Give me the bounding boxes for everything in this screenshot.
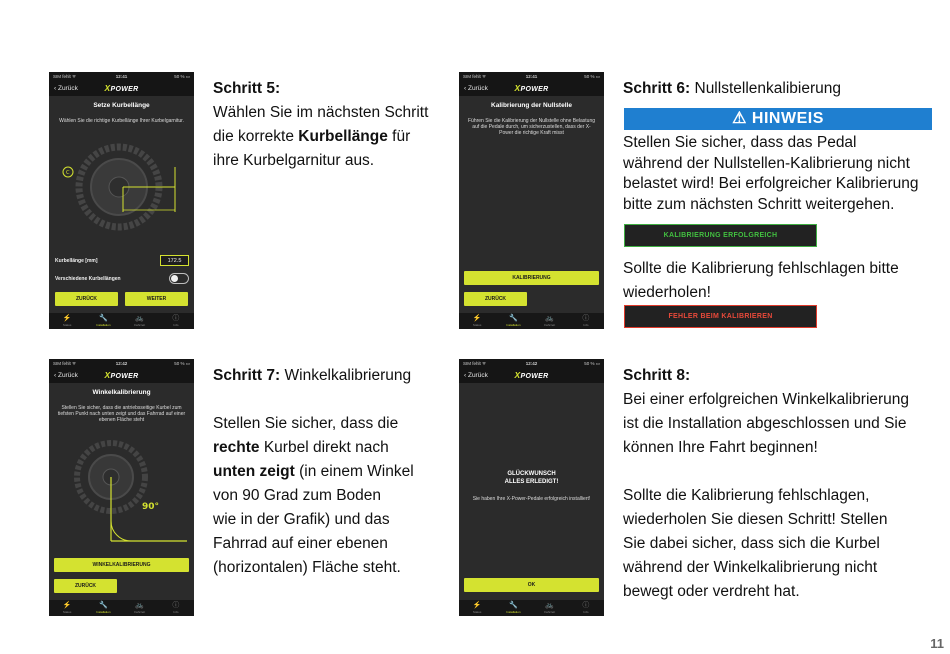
step7-heading: Schritt 7: — [213, 367, 281, 384]
battery-indicator: 50 % ▭ — [174, 74, 190, 79]
battery-indicator: 50 % ▭ — [174, 361, 190, 366]
status-bar — [459, 359, 604, 368]
tab-ride[interactable]: 🚲 Fahrzeit — [532, 600, 568, 616]
phone-screen-step6 — [459, 72, 604, 329]
screen-instructions: Führen Sie die Kalibrierung der Nullstelle ohne Belastung auf die Pedale durch, um sicherzustellen, dass der X-Power die richtige Kraft misst — [467, 118, 596, 136]
tab-installation[interactable]: 🔧 Installation — [495, 600, 531, 616]
wrench-icon: 🔧 — [99, 602, 108, 609]
battery-indicator: 50 % ▭ — [584, 361, 600, 366]
tab-installation[interactable]: 🔧 Installation — [495, 313, 531, 329]
tab-installation[interactable]: 🔧 Installation — [85, 313, 121, 329]
bolt-icon: ⚡ — [472, 315, 482, 322]
xpower-logo: XPOWER — [104, 83, 139, 93]
tab-installation[interactable]: 🔧 Installation — [85, 600, 121, 616]
status-bar — [459, 72, 604, 81]
tab-status[interactable]: ⚡ Status — [49, 600, 85, 616]
step8-heading: Schritt 8: — [623, 367, 691, 384]
crank-angle-graphic — [49, 437, 194, 547]
step7-description: Schritt 7: Winkelkalibrierung Stellen Sie sicher, dass die rechte Kurbel direkt nach unten zeigt (in einem Winkel von 90 Grad zum Boden wie in der Grafik) und das Fahrrad auf einer ebenen (horizontalen) Fläche steht. — [213, 367, 414, 576]
different-lengths-label: Verschiedene Kurbellängen — [55, 276, 121, 282]
tab-bar — [459, 600, 604, 616]
status-bar — [49, 72, 194, 81]
step6-heading: Schritt 6: — [623, 80, 691, 97]
info-icon: ⓘ — [172, 602, 180, 609]
angle-calibration-button[interactable]: WINKELKALIBRIERUNG — [54, 558, 189, 572]
calibration-success-badge: KALIBRIERUNG ERFOLGREICH — [624, 224, 817, 247]
step5-line: Wählen Sie im nächsten Schritt — [213, 104, 429, 121]
bolt-icon: ⚡ — [62, 315, 72, 322]
clock: 12:42 — [115, 361, 128, 366]
tab-bar — [459, 313, 604, 329]
wrench-icon: 🔧 — [99, 315, 108, 322]
tab-info[interactable]: ⓘ Info — [158, 600, 194, 616]
clock: 12:41 — [525, 74, 538, 79]
screen-instructions: Wählen Sie die richtige Kurbellänge Ihrer Kurbelgarnitur. — [59, 118, 184, 124]
info-icon: ⓘ — [172, 315, 180, 322]
step6-description: Stellen Sie sicher, dass das Pedal während der Nullstellen-Kalibrierung nicht belastet wird! Bei erfolgreicher Kalibrierung bitte zum nächsten Schritt weitergehen. — [623, 134, 919, 213]
page-number: 11 — [930, 636, 944, 651]
clock: 12:42 — [525, 361, 538, 366]
step5-description — [213, 77, 428, 173]
xpower-logo: XPOWER — [514, 370, 549, 380]
step6-retry-note: Sollte die Kalibrierung fehlschlagen bitte wiederholen! — [623, 260, 899, 301]
step5-heading: Schritt 5: — [213, 80, 281, 97]
bicycle-icon: 🚲 — [545, 602, 554, 609]
notice-banner: ⚠ HINWEIS — [624, 108, 932, 130]
back-button-green[interactable]: ZURÜCK — [54, 579, 117, 593]
phone-screen-step7 — [49, 359, 194, 616]
tab-info[interactable]: ⓘ Info — [568, 313, 604, 329]
info-icon: ⓘ — [582, 602, 590, 609]
ok-button[interactable]: OK — [464, 578, 599, 592]
screen-instructions: Stellen Sie sicher, dass die antriebsseitige Kurbel zum tiefsten Punkt nach unten zeigt und das Fahrrad auf einer ebenen Fläche steht — [57, 405, 186, 423]
calibration-button[interactable]: KALIBRIERUNG — [464, 271, 599, 285]
bolt-icon: ⚡ — [472, 602, 482, 609]
bicycle-icon: 🚲 — [135, 602, 144, 609]
phone-screen-step8 — [459, 359, 604, 616]
tab-status[interactable]: ⚡ Status — [459, 600, 495, 616]
back-button[interactable]: ‹ Zurück — [464, 85, 488, 92]
tab-info[interactable]: ⓘ Info — [568, 600, 604, 616]
step6-heading-block: Schritt 6: Nullstellenkalibierung — [623, 80, 841, 97]
back-button[interactable]: ‹ Zurück — [464, 372, 488, 379]
success-message: Sie haben Ihre X-Power-Pedale erfolgreich installiert! — [472, 496, 591, 502]
screen-title: Winkelkalibrierung — [92, 389, 151, 396]
tab-bar — [49, 600, 194, 616]
tab-ride[interactable]: 🚲 Fahrzeit — [122, 600, 158, 616]
carrier-label: SIM fehlt ᯤ — [53, 74, 77, 79]
status-bar — [49, 359, 194, 368]
screen-title: Kalibrierung der Nullstelle — [491, 102, 572, 109]
screen-title: Setze Kurbellänge — [93, 102, 150, 109]
next-button[interactable]: WEITER — [125, 292, 188, 306]
back-button[interactable]: ‹ Zurück — [54, 85, 78, 92]
wrench-icon: 🔧 — [509, 315, 518, 322]
bicycle-icon: 🚲 — [135, 315, 144, 322]
battery-indicator: 50 % ▭ — [584, 74, 600, 79]
step8-description: Schritt 8: Bei einer erfolgreichen Winkelkalibrierung ist die Installation abgeschlossen und Sie können Ihre Fahrt beginnen! Sollte die Kalibrierung fehlschlagen, wiederholen Sie diesen Schritt! Stellen Sie dabei sicher, dass sich die Kurbel während der Winkelkalibrierung nicht bewegt oder verdreht hat. — [623, 367, 910, 600]
clock: 12:41 — [115, 74, 128, 79]
success-title-line1: GLÜCKWUNSCH — [507, 471, 556, 477]
bolt-icon: ⚡ — [62, 602, 72, 609]
phone-screen-step5 — [49, 72, 194, 329]
crank-length-input[interactable]: 172.5 — [160, 255, 189, 266]
xpower-logo: XPOWER — [514, 83, 549, 93]
carrier-label: SIM fehlt ᯤ — [53, 361, 77, 366]
carrier-label: SIM fehlt ᯤ — [463, 361, 487, 366]
nav-bar — [459, 368, 604, 383]
tab-status[interactable]: ⚡ Status — [49, 313, 85, 329]
nav-bar — [459, 81, 604, 96]
step5-line: die korrekte Kurbellänge für — [213, 128, 411, 145]
tab-bar — [49, 313, 194, 329]
success-title-line2: ALLES ERLEDIGT! — [504, 479, 559, 485]
wrench-icon: 🔧 — [509, 602, 518, 609]
step5-line: ihre Kurbelgarnitur aus. — [213, 152, 375, 169]
info-icon: ⓘ — [582, 315, 590, 322]
tab-ride[interactable]: 🚲 Fahrzeit — [122, 313, 158, 329]
angle-label: 90° — [142, 502, 160, 512]
different-lengths-toggle[interactable] — [169, 273, 189, 284]
crankset-graphic — [57, 132, 187, 242]
calibration-error-badge: FEHLER BEIM KALIBRIEREN — [624, 305, 817, 328]
crank-length-label: Kurbellänge [mm] — [55, 258, 98, 264]
bicycle-icon: 🚲 — [545, 315, 554, 322]
tab-status[interactable]: ⚡ Status — [459, 313, 495, 329]
tab-ride[interactable]: 🚲 Fahrzeit — [532, 313, 568, 329]
nav-bar — [49, 81, 194, 96]
svg-text:C: C — [66, 170, 70, 176]
back-button[interactable]: ‹ Zurück — [54, 372, 78, 379]
back-button-green[interactable]: ZURÜCK — [55, 292, 118, 306]
xpower-logo: XPOWER — [104, 370, 139, 380]
nav-bar — [49, 368, 194, 383]
carrier-label: SIM fehlt ᯤ — [463, 74, 487, 79]
back-button-green[interactable]: ZURÜCK — [464, 292, 527, 306]
tab-info[interactable]: ⓘ Info — [158, 313, 194, 329]
